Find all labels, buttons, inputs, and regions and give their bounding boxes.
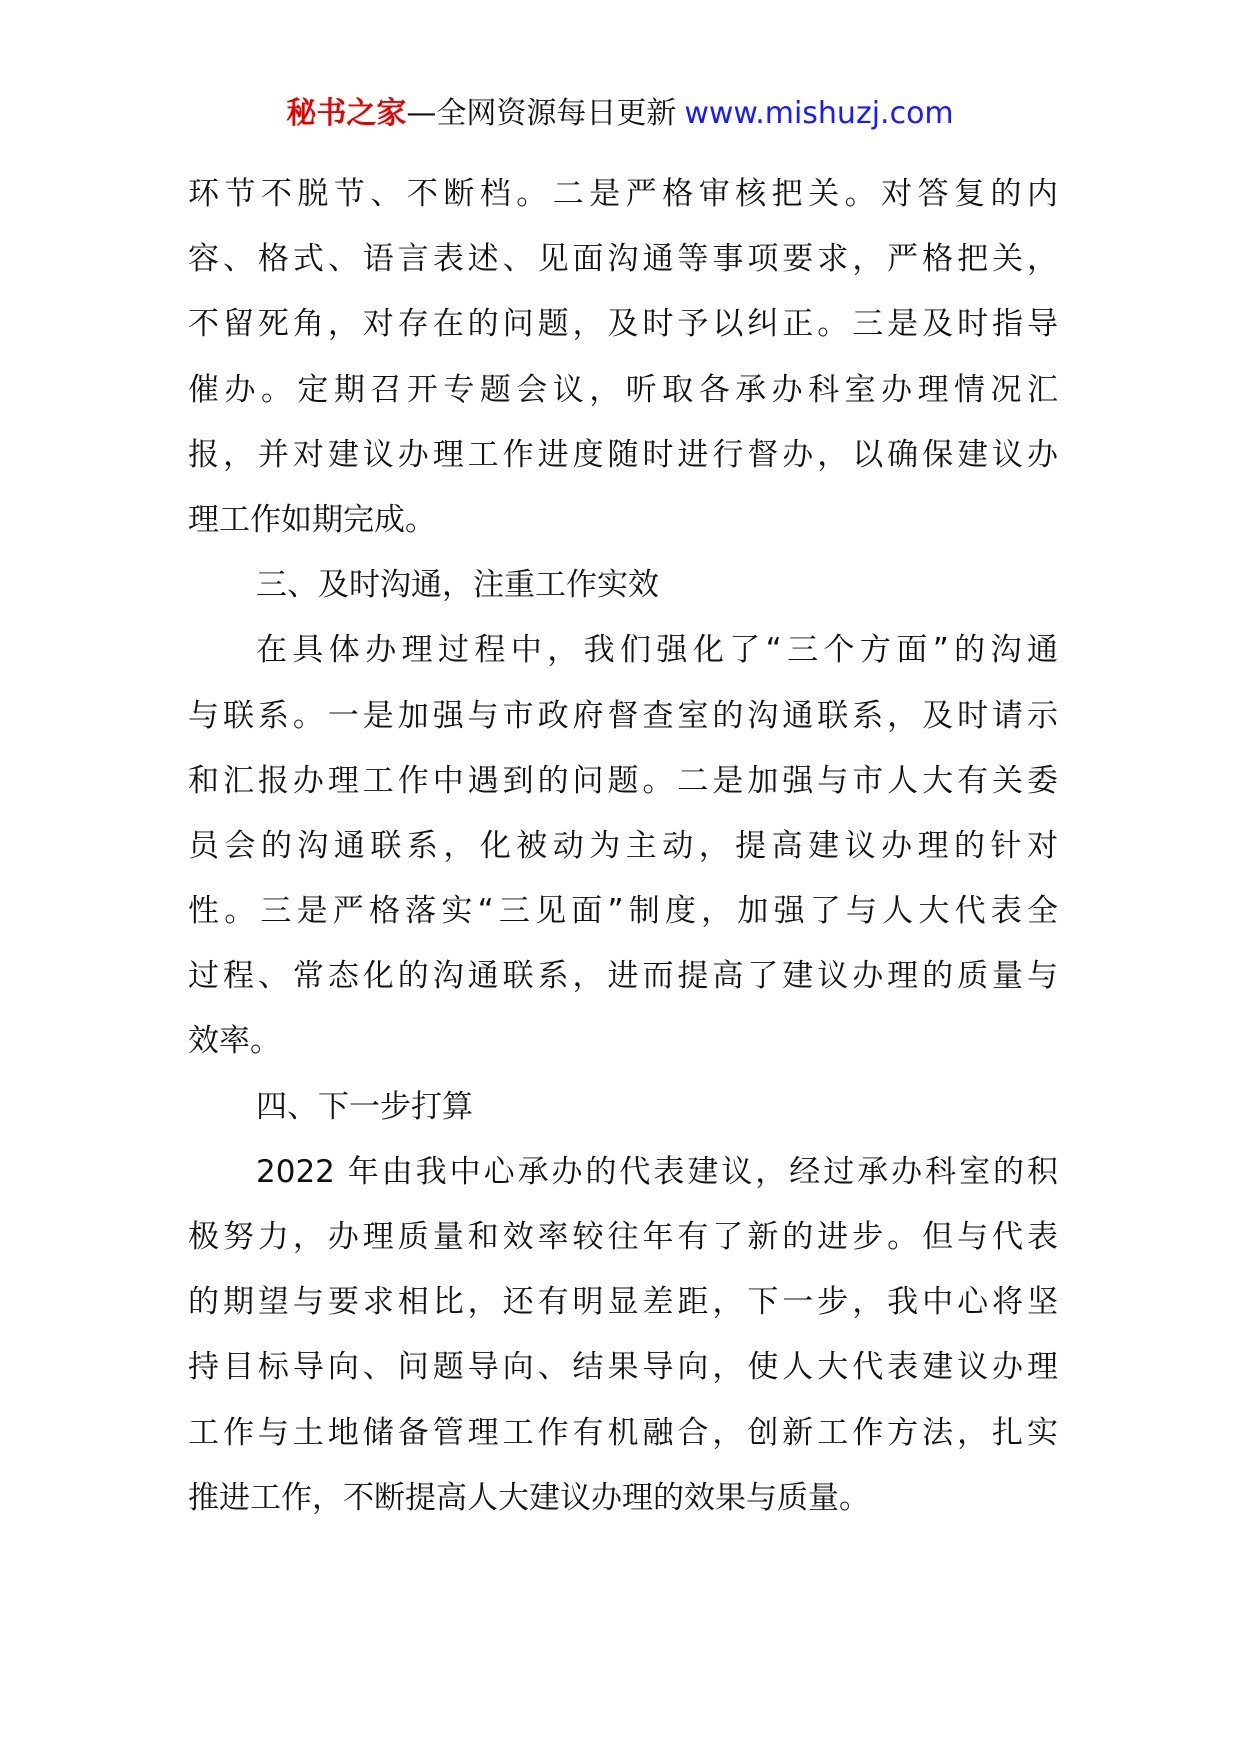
text-line: 性。三是严格落实“三见面”制度，加强了与人大代表全 — [188, 893, 1058, 930]
section-heading: 四、下一步打算 — [256, 1088, 473, 1125]
text-line: 容、格式、语言表述、见面沟通等事项要求，严格把关， — [188, 241, 1058, 278]
website-url[interactable]: www.mishuzj.com — [684, 96, 954, 131]
text-line: 在具体办理过程中，我们强化了“三个方面”的沟通 — [256, 632, 1058, 669]
text-line: 与联系。一是加强与市政府督查室的沟通联系，及时请示 — [188, 697, 1058, 734]
text-line: 极努力，办理质量和效率较往年有了新的进步。但与代表 — [188, 1219, 1058, 1255]
text-line: 报，并对建议办理工作进度随时进行督办，以确保建议办 — [188, 436, 1058, 473]
page-header — [0, 96, 1240, 132]
section-heading: 三、及时沟通，注重工作实效 — [256, 567, 659, 604]
text-line: 过程、常态化的沟通联系，进而提高了建议办理的质量与 — [188, 958, 1058, 995]
text-line: 环节不脱节、不断档。二是严格审核把关。对答复的内 — [188, 176, 1058, 212]
text-line: 的期望与要求相比，还有明显差距，下一步，我中心将坚 — [188, 1284, 1058, 1321]
text-line: 不留死角，对存在的问题，及时予以纠正。三是及时指导 — [188, 306, 1058, 343]
text-line: 和汇报办理工作中遇到的问题。二是加强与市人大有关委 — [188, 762, 1058, 799]
text-line: 效率。 — [188, 1023, 281, 1060]
brand-name: 秘书之家 — [286, 96, 407, 131]
header-slogan: —全网资源每日更新 — [406, 96, 677, 131]
text-line: 2022 年由我中心承办的代表建议，经过承办科室的积 — [256, 1153, 1058, 1190]
text-line: 催办。定期召开专题会议，听取各承办科室办理情况汇 — [188, 371, 1058, 408]
text-line: 员会的沟通联系，化被动为主动，提高建议办理的针对 — [188, 827, 1058, 864]
text-line: 工作与土地储备管理工作有机融合，创新工作方法，扎实 — [188, 1414, 1058, 1451]
text-line: 持目标导向、问题导向、结果导向，使人大代表建议办理 — [188, 1349, 1058, 1386]
text-line: 理工作如期完成。 — [188, 501, 436, 538]
text-line: 推进工作，不断提高人大建议办理的效果与质量。 — [188, 1479, 870, 1516]
document-body — [188, 162, 1058, 1531]
